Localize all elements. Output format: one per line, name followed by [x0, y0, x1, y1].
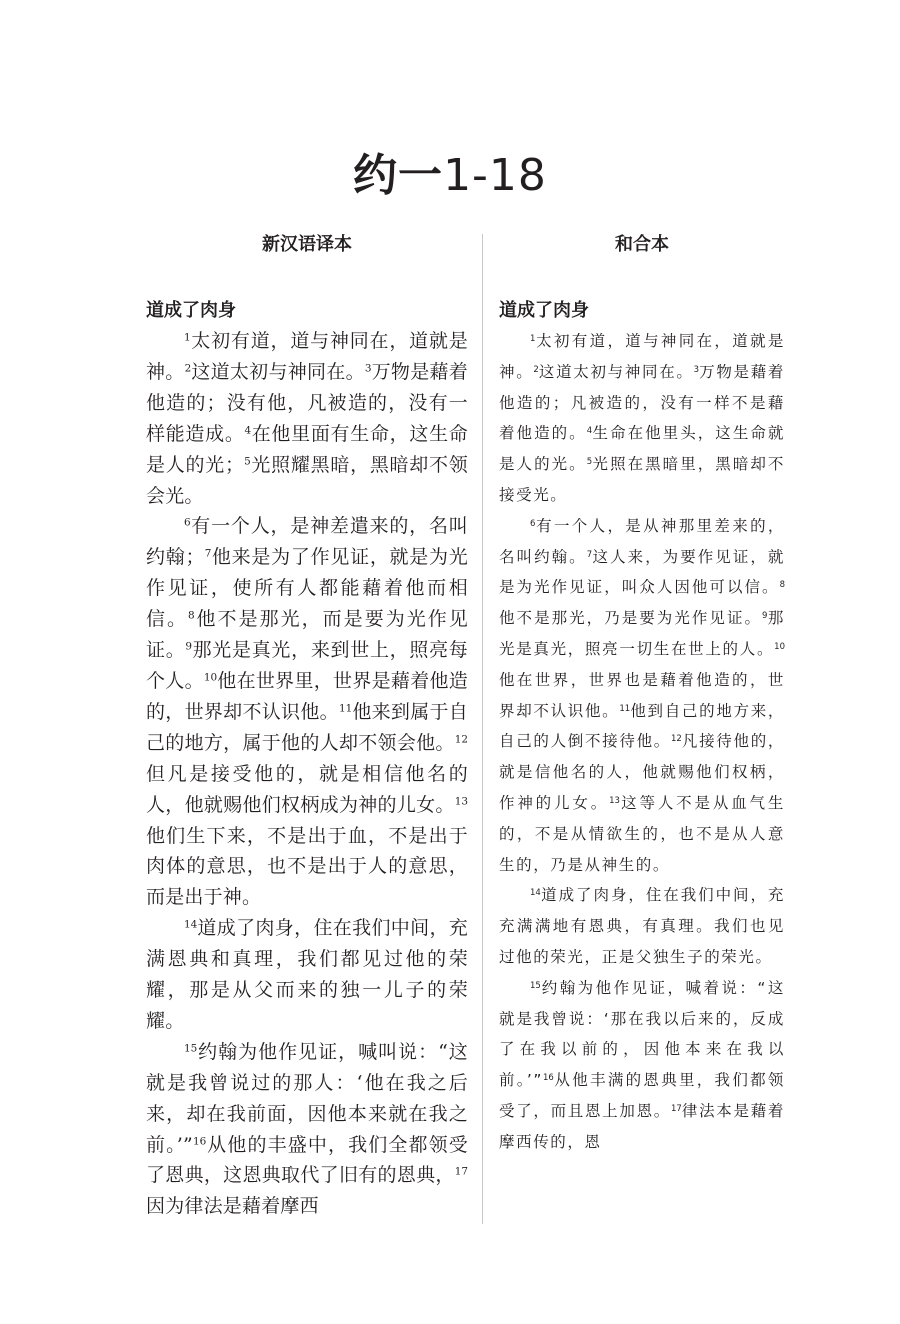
verse-text: 万物是藉着他造的；凡被造的，没有一样不是藉着他造的。: [499, 362, 785, 443]
right-column: [499, 296, 785, 1158]
verse-number: 16: [542, 1073, 554, 1084]
section-heading-right: 道成了肉身: [499, 300, 589, 321]
verse-number: 3: [693, 364, 700, 375]
verse-number: 11: [338, 702, 353, 715]
verse-number: 14: [530, 888, 541, 899]
verse-text: 从他丰满的恩典里，我们都领受了，而且恩上加恩。: [499, 1071, 785, 1120]
verse-text: 律法本是藉着摩西传的，恩: [499, 1101, 785, 1151]
verse-text: 道成了肉身，住在我们中间，充满恩典和真理，我们都见过他的荣耀，那是从父而来的独一儿子的荣耀。: [146, 917, 468, 1032]
verse-text: 在他里面有生命，这生命是人的光；: [146, 422, 468, 476]
column-divider: [482, 234, 483, 1224]
verse-text: 光照耀黑暗，黑暗却不领会光。: [146, 453, 468, 507]
verse-text: 这人来，为要作见证，就是为光作见证，叫众人因他可以信。: [499, 547, 785, 597]
paragraph: [499, 511, 785, 881]
verse-text: 有一个人，是神差遣来的，名叫约翰；: [146, 515, 468, 569]
left-paragraphs: [146, 326, 468, 1222]
verse-text: 但凡是接受他的，就是相信他名的人，他就赐他们权柄成为神的儿女。: [146, 762, 468, 816]
verse-number: 7: [586, 549, 593, 560]
verse-text: 他不是那光，而是要为光作见证。: [146, 608, 468, 662]
verse-number: 6: [184, 517, 191, 530]
verse-number: 13: [609, 795, 620, 806]
verse-number: 7: [204, 548, 212, 561]
verse-text: 他不是那光，乃是要为光作见证。: [499, 609, 763, 628]
paragraph: [499, 880, 785, 972]
verse-number: 16: [192, 1135, 207, 1148]
verse-number: 17: [670, 1103, 682, 1114]
verse-number: 17: [454, 1166, 468, 1179]
verse-text: 凡接待他的，就是信他名的人，他就赐他们权柄，作神的儿女。: [499, 732, 785, 812]
verse-text: 万物是藉着他造的；没有他，凡被造的，没有一样能造成。: [146, 360, 468, 445]
verse-text: 他在世界里，世界是藉着他造的，世界却不认识他。: [146, 669, 468, 723]
verse-text: 太初有道，道与神同在，道就是神。: [146, 330, 468, 383]
verse-text: 约翰为他作见证，喊叫说：“这就是我曾说过的那人：‘他在我之后来，却在我前面，因他本来就在我之前。’”: [146, 1040, 468, 1156]
verse-text: 太初有道，道与神同在，道就是神。: [499, 332, 785, 381]
paragraph: [146, 913, 468, 1037]
verse-text: 道成了肉身，住在我们中间，充充满满地有恩典，有真理。我们也见过他的荣光，正是父独生子的荣光。: [499, 886, 785, 966]
verse-number: 15: [530, 980, 541, 991]
verse-number: 14: [184, 918, 198, 931]
verse-text: 光照在黑暗里，黑暗却不接受光。: [499, 455, 785, 504]
verse-text: 因为律法是藉着摩西: [146, 1195, 319, 1218]
verse-number: 8: [188, 609, 195, 622]
column-header-right: 和合本: [615, 234, 669, 255]
verse-number: 5: [586, 457, 593, 468]
verse-text: 有一个人，是从神那里差来的，名叫约翰。: [499, 516, 785, 566]
verse-number: 12: [670, 734, 682, 745]
verse-number: 15: [184, 1042, 198, 1055]
verse-text: 约翰为他作见证，喊着说：“这就是我曾说：‘那在我以后来的，反成了在我以前的，因他本来在我以前。’”: [499, 978, 785, 1090]
verse-number: 1: [530, 333, 536, 344]
verse-text: 他到自己的地方来，自己的人倒不接待他。: [499, 701, 786, 751]
verse-text: 这等人不是从血气生的，不是从情欲生的，也不是从人意生的，乃是从神生的。: [499, 793, 785, 874]
verse-text: 他来是为了作见证，就是为光作见证，使所有人都能藉着他而相信。: [146, 546, 468, 631]
verse-number: 1: [184, 331, 191, 344]
verse-text: 生命在他里头，这生命就是人的光。: [499, 424, 785, 474]
verse-number: 5: [244, 455, 251, 468]
verse-number: 9: [762, 611, 768, 622]
section-heading-left: 道成了肉身: [146, 300, 236, 321]
verse-number: 2: [184, 362, 192, 375]
verse-text: 从他的丰盛中，我们全都领受了恩典，这恩典取代了旧有的恩典，: [146, 1133, 468, 1187]
verse-number: 8: [779, 580, 785, 591]
page-title-range: 1-18: [443, 150, 547, 201]
left-column: [146, 296, 468, 1222]
column-header-left: 新汉语译本: [262, 234, 352, 255]
verse-text: 这道太初与神同在。: [191, 360, 365, 383]
verse-number: 13: [454, 795, 468, 808]
page-title: [0, 146, 900, 206]
verse-number: 3: [364, 362, 372, 375]
verse-number: 6: [530, 518, 536, 529]
verse-number: 9: [185, 640, 193, 653]
verse-number: 4: [244, 424, 252, 437]
paragraph: [146, 1037, 468, 1222]
page-title-book: 约一: [353, 150, 444, 201]
verse-text: 那光是真光，来到世上，照亮每个人。: [146, 639, 468, 692]
paragraph: [146, 326, 468, 511]
verse-text: 他在世界，世界也是藉着他造的，世界却不认识他。: [499, 670, 785, 720]
verse-number: 10: [774, 641, 785, 652]
verse-text: 这道太初与神同在。: [538, 362, 694, 381]
paragraph: [146, 511, 468, 913]
verse-number: 2: [533, 364, 539, 375]
verse-number: 4: [586, 426, 593, 437]
paragraph: [499, 326, 785, 511]
verse-text: 他们生下来，不是出于血，不是出于肉体的意思，也不是出于人的意思，而是出于神。: [146, 824, 468, 909]
verse-number: 12: [454, 733, 468, 746]
right-paragraphs: [499, 326, 785, 1158]
paragraph: [499, 973, 785, 1158]
verse-text: 那光是真光，照亮一切生在世上的人。: [499, 609, 785, 658]
verse-number: 11: [619, 703, 631, 714]
verse-number: 10: [203, 671, 218, 684]
verse-text: 他来到属于自己的地方，属于他的人却不领会他。: [146, 700, 468, 754]
